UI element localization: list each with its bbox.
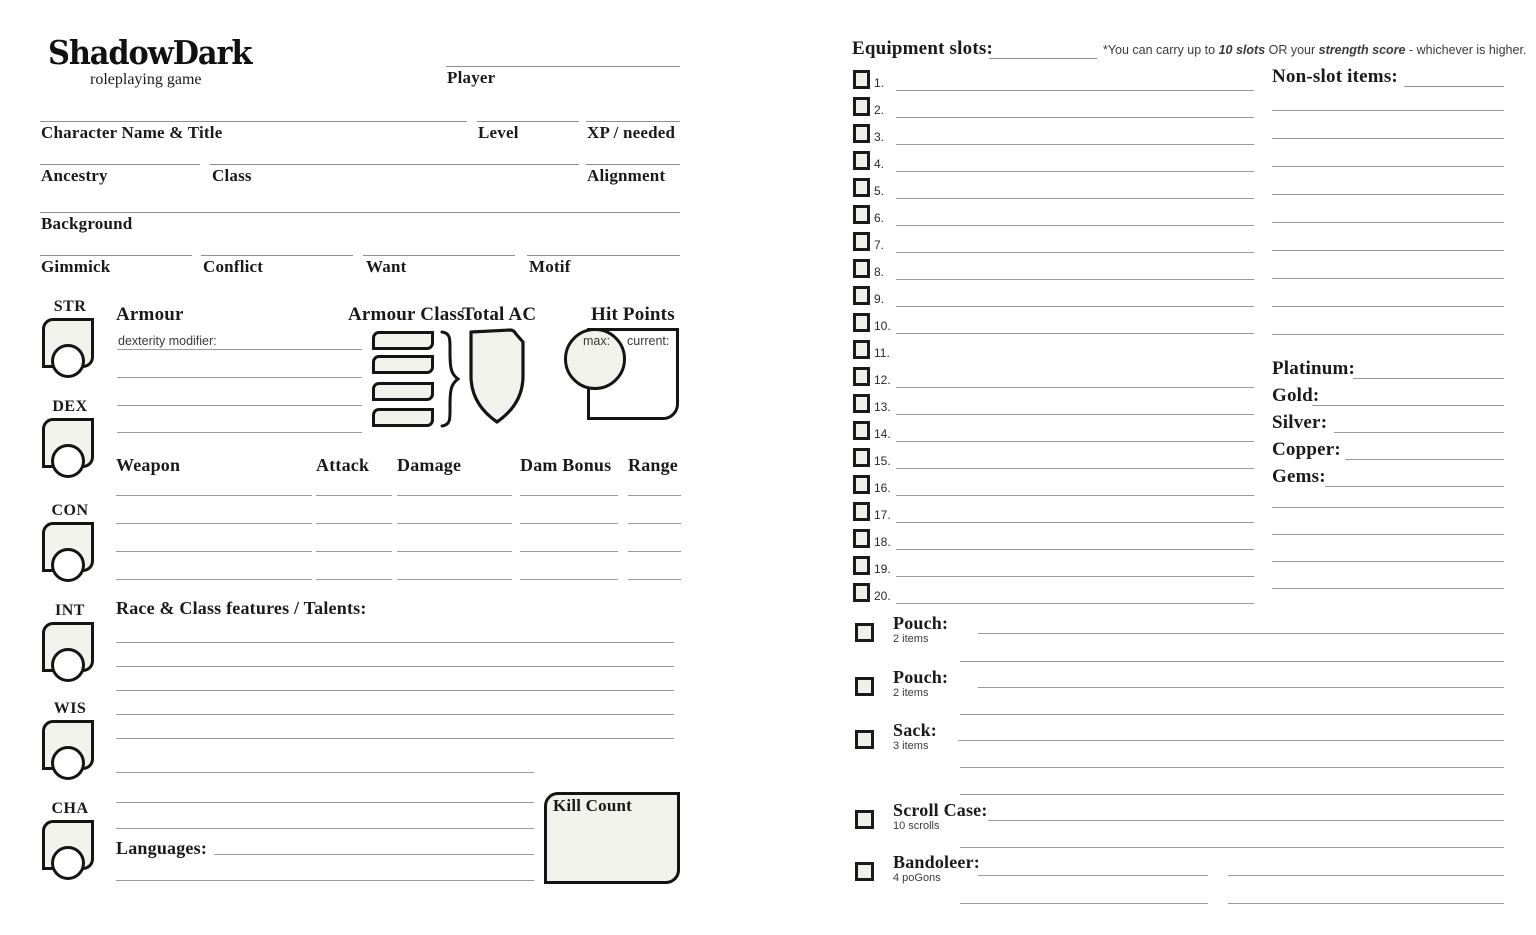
equipment-slot-number-14: 14. (874, 427, 891, 441)
container-checkbox-bandoleer-5[interactable] (855, 862, 874, 881)
alignment-label: Alignment (587, 166, 666, 185)
equipment-slot-number-18: 18. (874, 535, 891, 549)
gimmick-label: Gimmick (41, 257, 111, 276)
ability-label-cha: CHA (51, 800, 89, 817)
container-name-sack-3: Sack: (893, 720, 938, 740)
currency-extra-line-2[interactable] (1272, 534, 1504, 535)
ancestry-input-line[interactable] (40, 164, 200, 165)
weapon-cell-r1-c4[interactable] (520, 495, 618, 496)
weapon-cell-r4-c2[interactable] (316, 579, 392, 580)
non-slot-line-8[interactable] (1272, 306, 1504, 307)
weapon-cell-r2-c1[interactable] (116, 523, 312, 524)
ability-label-wis: WIS (53, 700, 87, 717)
weapon-cell-r1-c3[interactable] (397, 495, 512, 496)
container-line-bandoleer-5-r2-c1[interactable] (960, 903, 1208, 904)
class-label: Class (212, 166, 252, 185)
shield-icon[interactable] (466, 326, 528, 426)
ability-score-wis[interactable] (42, 700, 98, 782)
non-slot-line-6[interactable] (1272, 250, 1504, 251)
currency-label-gems: Gems: (1272, 466, 1326, 487)
weapon-cell-r1-c1[interactable] (116, 495, 312, 496)
equipment-slot-number-4: 4. (874, 157, 885, 171)
ability-score-int[interactable] (42, 602, 98, 684)
weapon-cell-r2-c3[interactable] (397, 523, 512, 524)
level-input-line[interactable] (477, 121, 579, 122)
currency-input-platinum[interactable] (1353, 378, 1504, 379)
equipment-slot-checkbox-9[interactable] (853, 286, 870, 305)
equipment-slot-number-20: 20. (874, 589, 891, 603)
container-capacity-scroll-case-4: 10 scrolls (893, 820, 940, 832)
equipment-slots-title: Equipment slots: (852, 38, 993, 59)
armour-class-title: Armour Class (348, 304, 465, 325)
armour-line-3[interactable] (117, 405, 362, 406)
container-checkbox-sack-3[interactable] (855, 730, 874, 749)
weapon-cell-r2-c4[interactable] (520, 523, 618, 524)
equipment-slot-number-10: 10. (874, 319, 891, 333)
non-slot-line-1[interactable] (1272, 110, 1504, 111)
ability-label-int: INT (55, 602, 85, 619)
talent-line-9[interactable] (116, 880, 534, 881)
currency-label-gold: Gold: (1272, 385, 1320, 406)
equipment-slot-number-6: 6. (874, 211, 885, 225)
container-line-sack-3-2[interactable] (960, 767, 1504, 768)
equipment-slot-number-5: 5. (874, 184, 885, 198)
equipment-slot-checkbox-12[interactable] (853, 367, 870, 386)
container-checkbox-pouch-1[interactable] (855, 623, 874, 642)
weapon-cell-r3-c4[interactable] (520, 551, 618, 552)
languages-label: Languages: (116, 838, 208, 858)
container-line-scroll-case-4-1[interactable] (988, 820, 1504, 821)
equipment-slot-checkbox-2[interactable] (853, 97, 870, 116)
hp-current-label: current: (627, 334, 670, 348)
non-slot-items-title: Non-slot items: (1272, 66, 1398, 87)
weapon-column-attack: Attack (316, 455, 370, 475)
container-line-pouch-1-1[interactable] (978, 633, 1504, 634)
equipment-slot-checkbox-19[interactable] (853, 556, 870, 575)
equipment-slot-line-20[interactable] (896, 603, 1254, 604)
armour-line-4[interactable] (117, 432, 362, 433)
equipment-slot-line-19[interactable] (896, 576, 1254, 577)
equipment-slot-number-16: 16. (874, 481, 891, 495)
equipment-slot-number-13: 13. (874, 400, 891, 414)
talent-line-8[interactable] (116, 828, 534, 829)
equipment-slot-line-10[interactable] (896, 333, 1254, 334)
currency-label-silver: Silver: (1272, 412, 1328, 433)
currency-input-copper[interactable] (1345, 459, 1504, 460)
container-line-pouch-1-2[interactable] (960, 661, 1504, 662)
gimmick-input-line[interactable] (40, 255, 192, 256)
equipment-slot-number-15: 15. (874, 454, 891, 468)
equipment-slot-number-1: 1. (874, 76, 885, 90)
talent-line-3[interactable] (116, 690, 674, 691)
equipment-slot-checkbox-8[interactable] (853, 259, 870, 278)
ability-modifier-circle[interactable] (51, 846, 85, 880)
container-name-scroll-case-4: Scroll Case: (893, 800, 988, 820)
conflict-label: Conflict (203, 257, 264, 276)
container-line-sack-3-3[interactable] (960, 794, 1504, 795)
armour-class-slot-2[interactable] (372, 355, 434, 374)
weapon-cell-r4-c4[interactable] (520, 579, 618, 580)
talent-line-2[interactable] (116, 666, 674, 667)
ability-label-str: STR (53, 298, 87, 315)
ancestry-label: Ancestry (41, 166, 108, 185)
weapon-cell-r3-c3[interactable] (397, 551, 512, 552)
ability-label-dex: DEX (52, 398, 88, 415)
container-name-pouch-1: Pouch: (893, 613, 949, 633)
equipment-slot-checkbox-11[interactable] (853, 340, 870, 359)
equipment-slot-checkbox-3[interactable] (853, 124, 870, 143)
weapon-cell-r4-c3[interactable] (397, 579, 512, 580)
talent-line-5[interactable] (116, 738, 674, 739)
equipment-slot-line-15[interactable] (896, 468, 1254, 469)
non-slot-line-5[interactable] (1272, 222, 1504, 223)
container-capacity-pouch-1: 2 items (893, 633, 929, 645)
currency-extra-line-4[interactable] (1272, 588, 1504, 589)
shadowdark-logo (48, 33, 269, 89)
weapon-cell-r3-c2[interactable] (316, 551, 392, 552)
non-slot-line-4[interactable] (1272, 194, 1504, 195)
equipment-slot-line-3[interactable] (896, 144, 1254, 145)
equipment-slots-note: *You can carry up to 10 slots OR your strength score - whichever is higher. (1103, 43, 1527, 57)
container-line-scroll-case-4-2[interactable] (960, 847, 1504, 848)
equipment-slot-checkbox-6[interactable] (853, 205, 870, 224)
equipment-slot-checkbox-1[interactable] (853, 70, 870, 89)
armour-line-2[interactable] (117, 377, 362, 378)
ability-score-dex[interactable] (42, 398, 98, 480)
non-slot-line-3[interactable] (1272, 166, 1504, 167)
container-capacity-sack-3: 3 items (893, 740, 929, 752)
container-capacity-bandoleer-5: 4 poGons (893, 872, 941, 884)
character-name-input-line[interactable] (40, 121, 467, 122)
ability-modifier-circle[interactable] (51, 344, 85, 378)
currency-input-gold[interactable] (1312, 405, 1504, 406)
currency-input-silver[interactable] (1334, 432, 1504, 433)
want-label: Want (366, 257, 407, 276)
currency-extra-line-1[interactable] (1272, 507, 1504, 508)
want-input-line[interactable] (363, 255, 515, 256)
container-capacity-pouch-2: 2 items (893, 687, 929, 699)
equipment-slot-checkbox-7[interactable] (853, 232, 870, 251)
armour-class-slot-4[interactable] (372, 408, 434, 427)
non-slot-items-input-line[interactable] (1404, 86, 1504, 87)
equipment-slot-number-11: 11. (874, 346, 890, 360)
container-checkbox-pouch-2[interactable] (855, 677, 874, 696)
hp-max-label: max: (583, 334, 611, 348)
talents-title: Race & Class features / Talents: (116, 598, 367, 618)
equipment-slot-line-12[interactable] (896, 387, 1254, 388)
equipment-slots-input-line[interactable] (989, 58, 1097, 59)
equipment-slot-checkbox-5[interactable] (853, 178, 870, 197)
non-slot-line-2[interactable] (1272, 138, 1504, 139)
curly-brace-icon (438, 330, 460, 428)
armour-class-slot-1[interactable] (372, 331, 434, 350)
hit-points-title: Hit Points (591, 304, 675, 325)
ability-modifier-circle[interactable] (51, 648, 85, 682)
weapon-cell-r2-c2[interactable] (316, 523, 392, 524)
alignment-input-line[interactable] (586, 164, 680, 165)
weapon-cell-r4-c5[interactable] (628, 579, 681, 580)
equipment-slot-line-17[interactable] (896, 522, 1254, 523)
equipment-slot-line-2[interactable] (896, 117, 1254, 118)
currency-extra-line-3[interactable] (1272, 561, 1504, 562)
weapon-cell-r3-c5[interactable] (628, 551, 681, 552)
equipment-slot-checkbox-17[interactable] (853, 502, 870, 521)
equipment-slot-checkbox-10[interactable] (853, 313, 870, 332)
ability-modifier-circle[interactable] (51, 746, 85, 780)
container-line-bandoleer-5-r1-c1[interactable] (978, 875, 1208, 876)
weapon-cell-r3-c1[interactable] (116, 551, 312, 552)
container-line-sack-3-1[interactable] (958, 740, 1504, 741)
xp-label: XP / needed (587, 123, 676, 142)
equipment-slot-line-6[interactable] (896, 225, 1254, 226)
weapon-cell-r4-c1[interactable] (116, 579, 312, 580)
equipment-slot-line-5[interactable] (896, 198, 1254, 199)
character-name-label: Character Name & Title (41, 123, 223, 142)
weapon-column-range: Range (628, 455, 678, 475)
player-input-line[interactable] (446, 66, 680, 67)
equipment-slot-number-7: 7. (874, 238, 885, 252)
total-ac-title: Total AC (462, 304, 537, 325)
armour-line-1[interactable] (117, 349, 362, 350)
ability-modifier-circle[interactable] (51, 548, 85, 582)
ability-score-str[interactable] (42, 298, 98, 380)
logo-title: ShadowDark (48, 33, 252, 72)
equipment-slot-number-19: 19. (874, 562, 891, 576)
weapon-cell-r1-c2[interactable] (316, 495, 392, 496)
equipment-slot-checkbox-15[interactable] (853, 448, 870, 467)
equipment-slot-number-12: 12. (874, 373, 891, 387)
equipment-slot-line-8[interactable] (896, 279, 1254, 280)
weapon-cell-r2-c5[interactable] (628, 523, 681, 524)
equipment-slot-number-2: 2. (874, 103, 885, 117)
equipment-slot-checkbox-4[interactable] (853, 151, 870, 170)
background-input-line[interactable] (40, 212, 680, 213)
non-slot-line-9[interactable] (1272, 334, 1504, 335)
equipment-slot-line-9[interactable] (896, 306, 1254, 307)
currency-label-copper: Copper: (1272, 439, 1341, 460)
class-input-line[interactable] (210, 164, 579, 165)
player-label: Player (447, 68, 496, 87)
talent-line-7[interactable] (116, 802, 534, 803)
equipment-slot-number-8: 8. (874, 265, 885, 279)
container-line-pouch-2-2[interactable] (960, 714, 1504, 715)
kill-count-title: Kill Count (553, 796, 632, 815)
non-slot-line-7[interactable] (1272, 278, 1504, 279)
equipment-slot-checkbox-16[interactable] (853, 475, 870, 494)
weapon-column-damage: Damage (397, 455, 462, 475)
equipment-slot-line-14[interactable] (896, 441, 1254, 442)
equipment-slot-checkbox-18[interactable] (853, 529, 870, 548)
talent-line-1[interactable] (116, 642, 674, 643)
equipment-slot-checkbox-20[interactable] (853, 583, 870, 602)
container-checkbox-scroll-case-4[interactable] (855, 810, 874, 829)
currency-input-gems[interactable] (1325, 486, 1504, 487)
equipment-slot-number-9: 9. (874, 292, 885, 306)
armour-class-slot-3[interactable] (372, 382, 434, 401)
ability-label-con: CON (51, 502, 89, 519)
languages-input-line[interactable] (214, 854, 534, 855)
logo-subtitle: roleplaying game (90, 71, 202, 88)
container-line-bandoleer-5-r2-c2[interactable] (1228, 903, 1504, 904)
equipment-slot-number-3: 3. (874, 130, 885, 144)
ability-score-cha[interactable] (42, 800, 98, 882)
container-name-bandoleer-5: Bandoleer: (893, 852, 980, 872)
ability-modifier-circle[interactable] (51, 444, 85, 478)
conflict-input-line[interactable] (201, 255, 353, 256)
background-label: Background (41, 214, 133, 233)
weapon-cell-r1-c5[interactable] (628, 495, 681, 496)
equipment-slot-line-18[interactable] (896, 549, 1254, 550)
talent-line-4[interactable] (116, 714, 674, 715)
xp-input-line[interactable] (586, 121, 680, 122)
equipment-slot-line-13[interactable] (896, 414, 1254, 415)
ability-score-con[interactable] (42, 502, 98, 584)
dexterity-modifier-label: dexterity modifier: (118, 334, 217, 348)
talent-line-6[interactable] (116, 772, 534, 773)
level-label: Level (478, 123, 519, 142)
equipment-slot-line-4[interactable] (896, 171, 1254, 172)
equipment-slot-line-16[interactable] (896, 495, 1254, 496)
currency-label-platinum: Platinum: (1272, 358, 1356, 379)
container-name-pouch-2: Pouch: (893, 667, 949, 687)
equipment-slot-checkbox-13[interactable] (853, 394, 870, 413)
equipment-slot-line-7[interactable] (896, 252, 1254, 253)
equipment-slot-checkbox-14[interactable] (853, 421, 870, 440)
equipment-slot-number-17: 17. (874, 508, 891, 522)
weapon-column-weapon: Weapon (116, 455, 181, 475)
weapon-column-dam-bonus: Dam Bonus (520, 455, 612, 475)
armour-title: Armour (116, 304, 184, 325)
motif-label: Motif (529, 257, 571, 276)
container-line-bandoleer-5-r1-c2[interactable] (1228, 875, 1504, 876)
container-line-pouch-2-1[interactable] (978, 687, 1504, 688)
equipment-slot-line-1[interactable] (896, 90, 1254, 91)
motif-input-line[interactable] (527, 255, 680, 256)
